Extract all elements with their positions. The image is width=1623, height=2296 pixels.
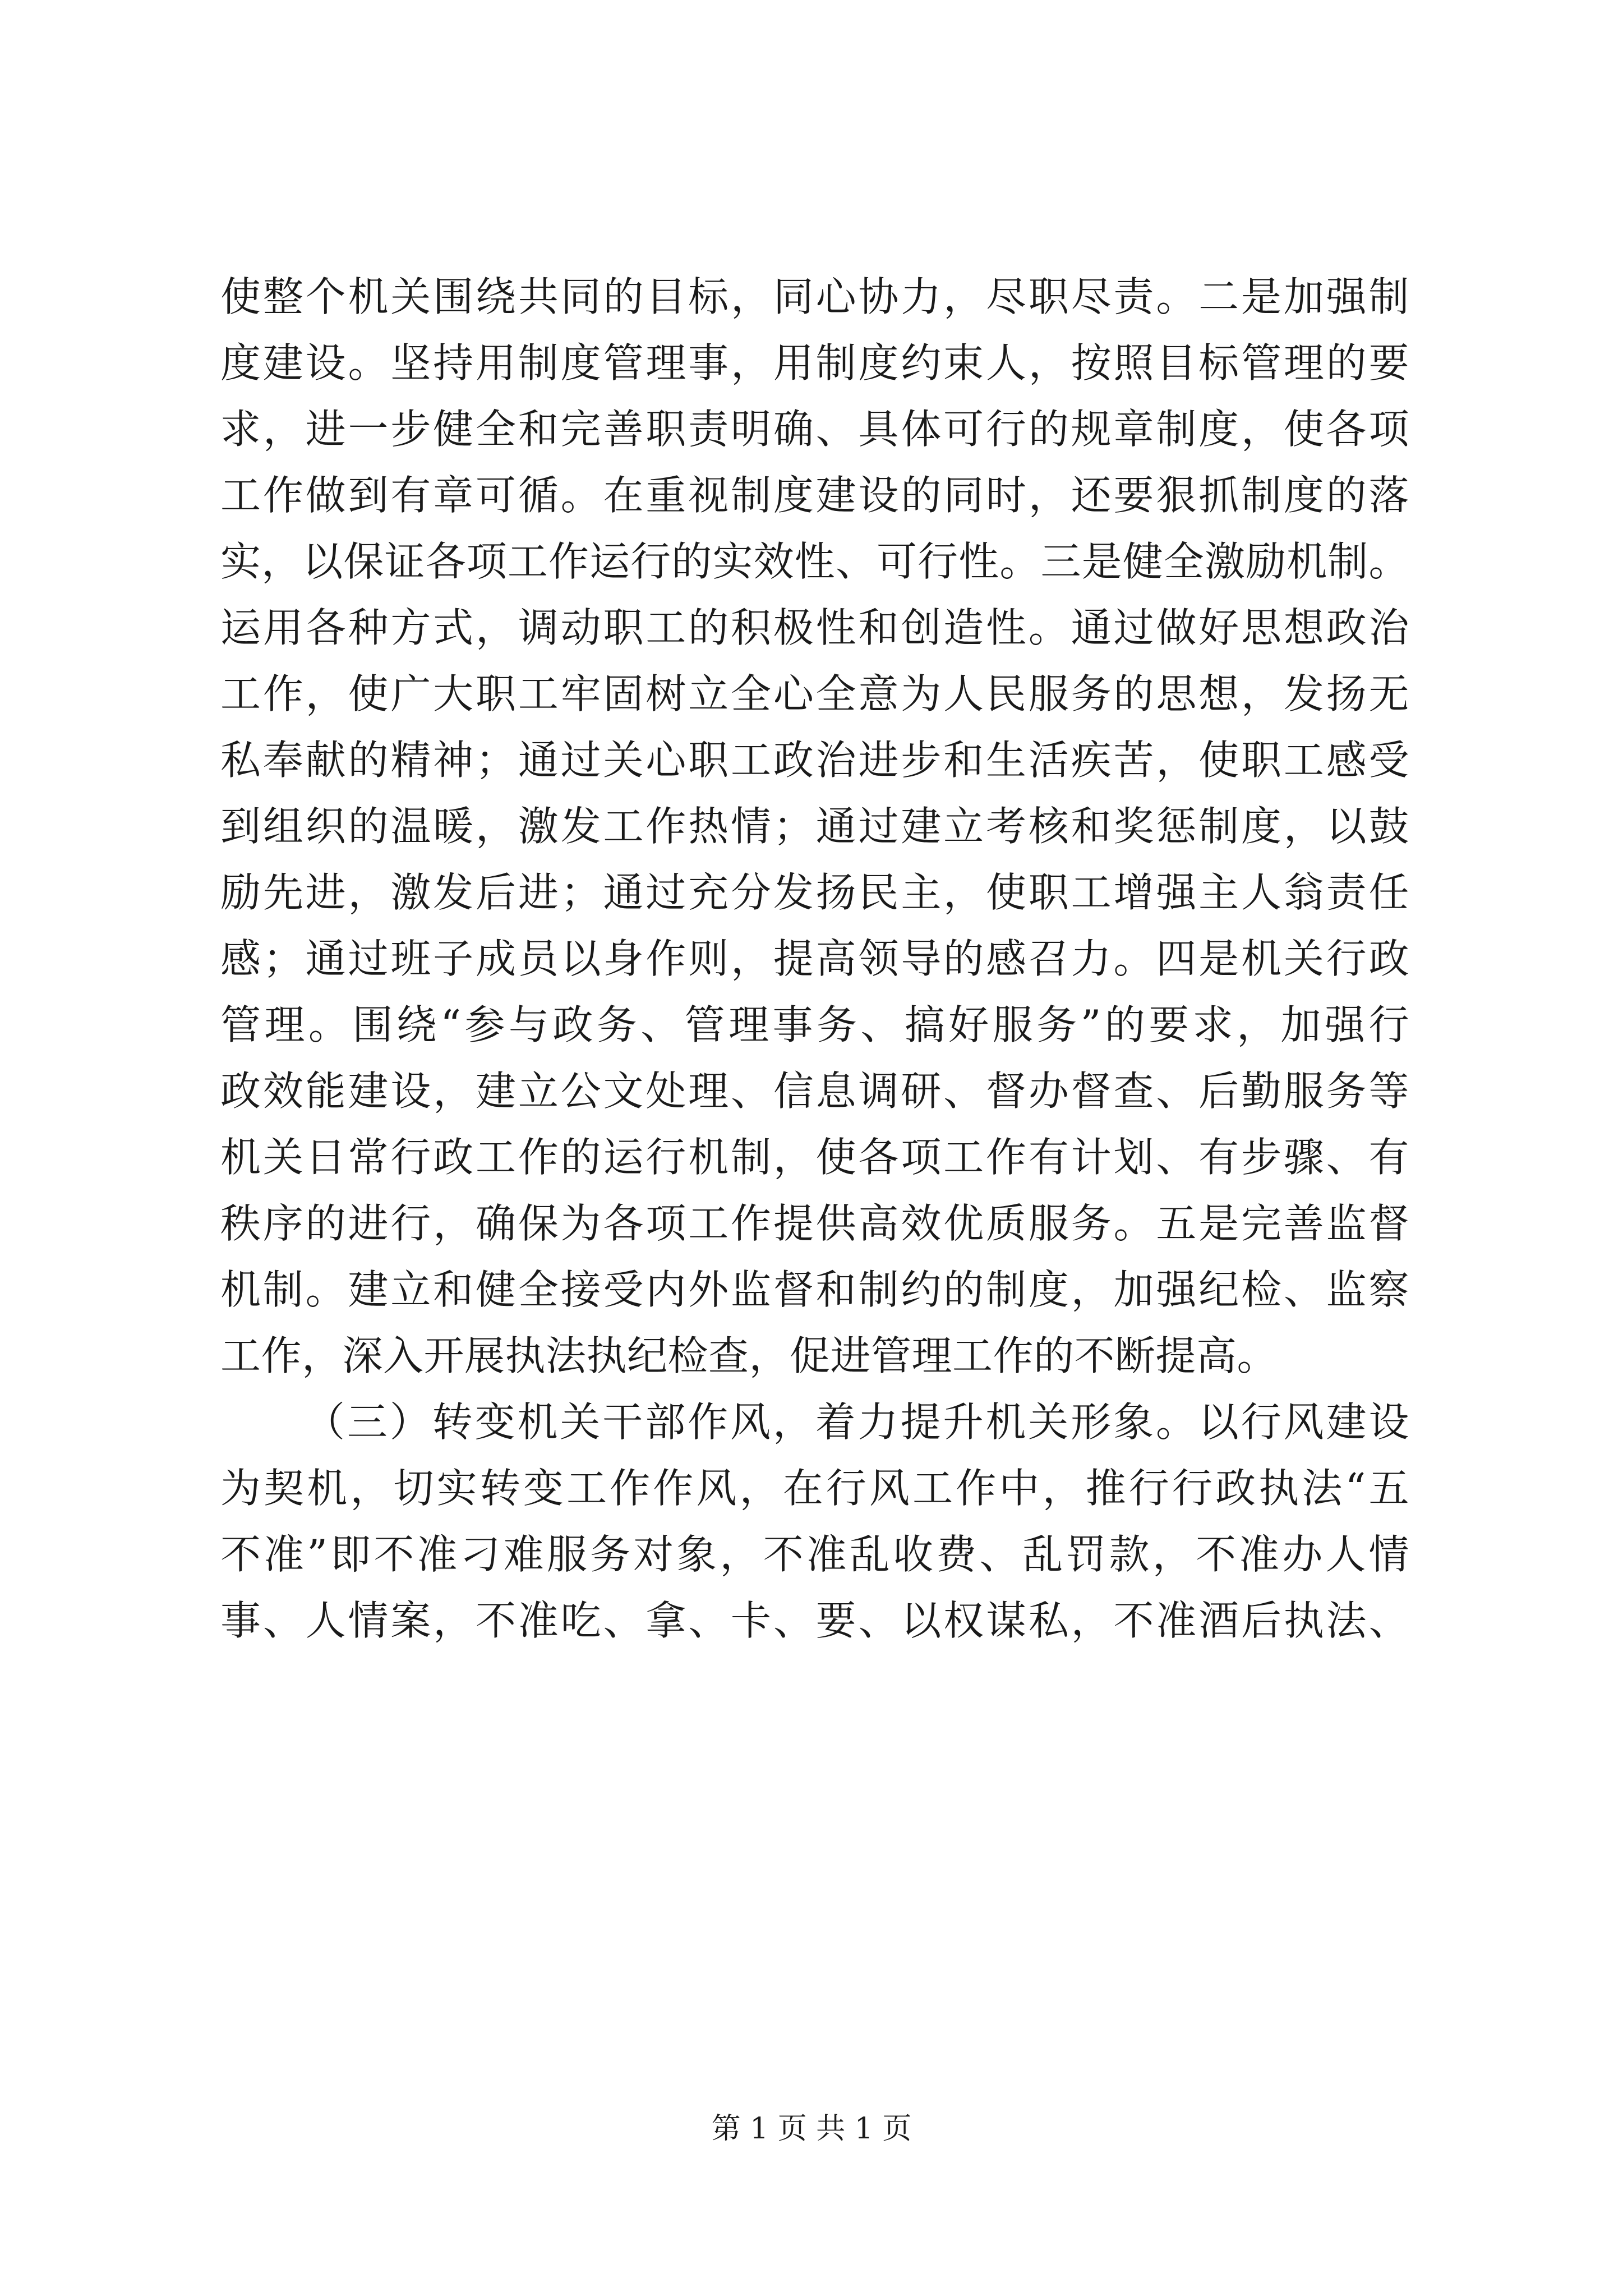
text-line: 为契机，切实转变工作作风，在行风工作中，推行行政执法“五 xyxy=(220,1465,1409,1512)
section-heading-line: （三）转变机关干部作风，着力提升机关形象。以行风建设 xyxy=(305,1398,1409,1446)
text-line: 管理。围绕“参与政务、管理事务、搞好服务”的要求，加强行 xyxy=(220,1001,1409,1048)
text-line: 工作，使广大职工牢固树立全心全意为人民服务的思想，发扬无 xyxy=(220,670,1409,717)
text-line: 感；通过班子成员以身作则，提高领导的感召力。四是机关行政 xyxy=(220,935,1409,982)
body-text xyxy=(220,264,1409,1654)
text-line: 事、人情案，不准吃、拿、卡、要、以权谋私，不准酒后执法、 xyxy=(220,1597,1409,1644)
text-line: 运用各种方式，调动职工的积极性和创造性。通过做好思想政治 xyxy=(220,604,1409,651)
text-line: 度建设。坚持用制度管理事，用制度约束人，按照目标管理的要 xyxy=(220,339,1409,386)
text-line: 使整个机关围绕共同的目标，同心协力，尽职尽责。二是加强制 xyxy=(220,273,1409,320)
text-line: 不准”即不准刁难服务对象，不准乱收费、乱罚款，不准办人情 xyxy=(220,1531,1409,1578)
text-line: 秩序的进行，确保为各项工作提供高效优质服务。五是完善监督 xyxy=(220,1200,1409,1247)
text-line: 到组织的温暖，激发工作热情；通过建立考核和奖惩制度，以鼓 xyxy=(220,803,1409,850)
text-line: 私奉献的精神；通过关心职工政治进步和生活疾苦，使职工感受 xyxy=(220,737,1409,784)
text-line: 机制。建立和健全接受内外监督和制约的制度，加强纪检、监察 xyxy=(220,1266,1409,1313)
text-line: 机关日常行政工作的运行机制，使各项工作有计划、有步骤、有 xyxy=(220,1134,1409,1181)
page-footer: 第 1 页 共 1 页 xyxy=(711,2112,912,2146)
text-line: 求，进一步健全和完善职责明确、具体可行的规章制度，使各项 xyxy=(220,406,1409,453)
text-line: 励先进，激发后进；通过充分发扬民主，使职工增强主人翁责任 xyxy=(220,869,1409,916)
text-line: 工作做到有章可循。在重视制度建设的同时，还要狠抓制度的落 xyxy=(220,472,1409,519)
text-line: 实，以保证各项工作运行的实效性、可行性。三是健全激励机制。 xyxy=(220,538,1409,585)
text-line: 工作，深入开展执法执纪检查，促进管理工作的不断提高。 xyxy=(220,1332,1278,1379)
text-line: 政效能建设，建立公文处理、信息调研、督办督查、后勤服务等 xyxy=(220,1068,1409,1115)
